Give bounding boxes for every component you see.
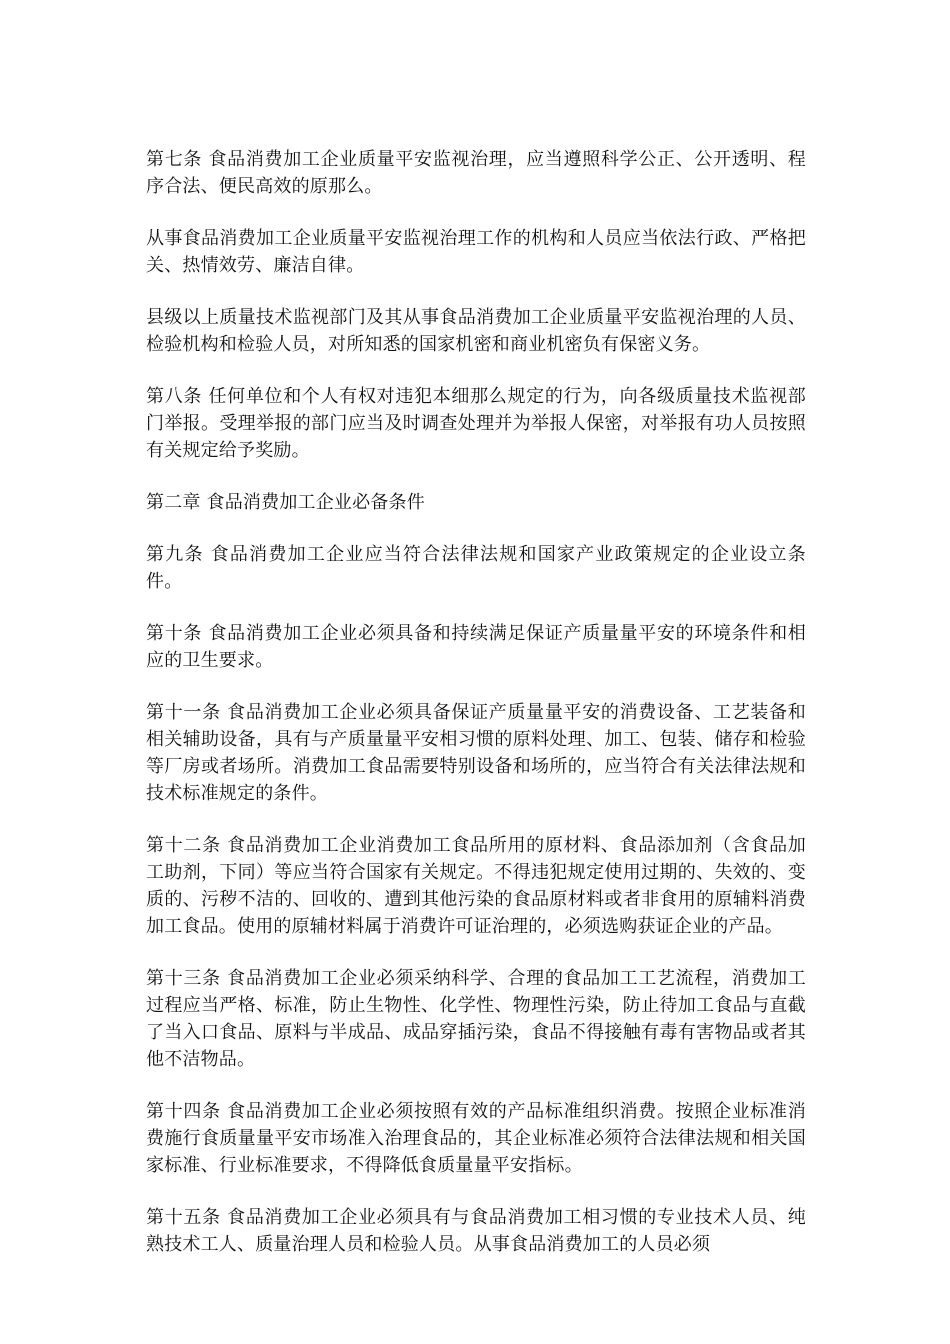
paragraph-article-14: 第十四条 食品消费加工企业必须按照有效的产品标准组织消费。按照企业标准消费施行食质量量平安市场准入治理食品的，其企业标准必须符合法律法规和相关国家标准、行业标准要求，不得降低食质量量平安指标。 [146, 1101, 806, 1176]
paragraph-article-11: 第十一条 食品消费加工企业必须具备保证产质量量平安的消费设备、工艺装备和相关辅助设备，具有与产质量量平安相习惯的原料处理、加工、包装、储存和检验等厂房或者场所。消费加工食品需要特别设备和场所的，应当符合有关法律法规和技术标准规定的条件。 [146, 702, 806, 804]
paragraph-article-9: 第九条 食品消费加工企业应当符合法律法规和国家产业政策规定的企业设立条件。 [146, 544, 806, 592]
paragraph-article-13: 第十三条 食品消费加工企业必须采纳科学、合理的食品加工工艺流程，消费加工过程应当严格、标准，防止生物性、化学性、物理性污染，防止待加工食品与直截了当入口食品、原料与半成品、成品穿插污染，食品不得接触有毒有害物品或者其他不洁物品。 [146, 968, 806, 1070]
paragraph-article-12: 第十二条 食品消费加工企业消费加工食品所用的原材料、食品添加剂（含食品加工助剂，下同）等应当符合国家有关规定。不得违犯规定使用过期的、失效的、变质的、污秽不洁的、回收的、遭到其他污染的食品原材料或者非食用的原辅料消费加工食品。使用的原辅材料属于消费许可证治理的，必须选购获证企业的产品。 [146, 835, 806, 937]
document-body [146, 146, 806, 1283]
paragraph-article-7-staff: 从事食品消费加工企业质量平安监视治理工作的机构和人员应当依法行政、严格把关、热情效劳、廉洁自律。 [146, 228, 806, 276]
paragraph-article-8: 第八条 任何单位和个人有权对违犯本细那么规定的行为，向各级质量技术监视部门举报。受理举报的部门应当及时调查处理并为举报人保密，对举报有功人员按照有关规定给予奖励。 [146, 386, 806, 461]
chapter-2-heading: 第二章 食品消费加工企业必备条件 [146, 492, 425, 513]
paragraph-article-10: 第十条 食品消费加工企业必须具备和持续满足保证产质量量平安的环境条件和相应的卫生要求。 [146, 623, 806, 671]
paragraph-article-15: 第十五条 食品消费加工企业必须具有与食品消费加工相习惯的专业技术人员、纯熟技术工人、质量治理人员和检验人员。从事食品消费加工的人员必须 [146, 1207, 806, 1255]
paragraph-article-7: 第七条 食品消费加工企业质量平安监视治理，应当遵照科学公正、公开透明、程序合法、便民高效的原那么。 [146, 149, 806, 197]
paragraph-article-7-confidentiality: 县级以上质量技术监视部门及其从事食品消费加工企业质量平安监视治理的人员、检验机构和检验人员，对所知悉的国家机密和商业机密负有保密义务。 [146, 307, 806, 355]
